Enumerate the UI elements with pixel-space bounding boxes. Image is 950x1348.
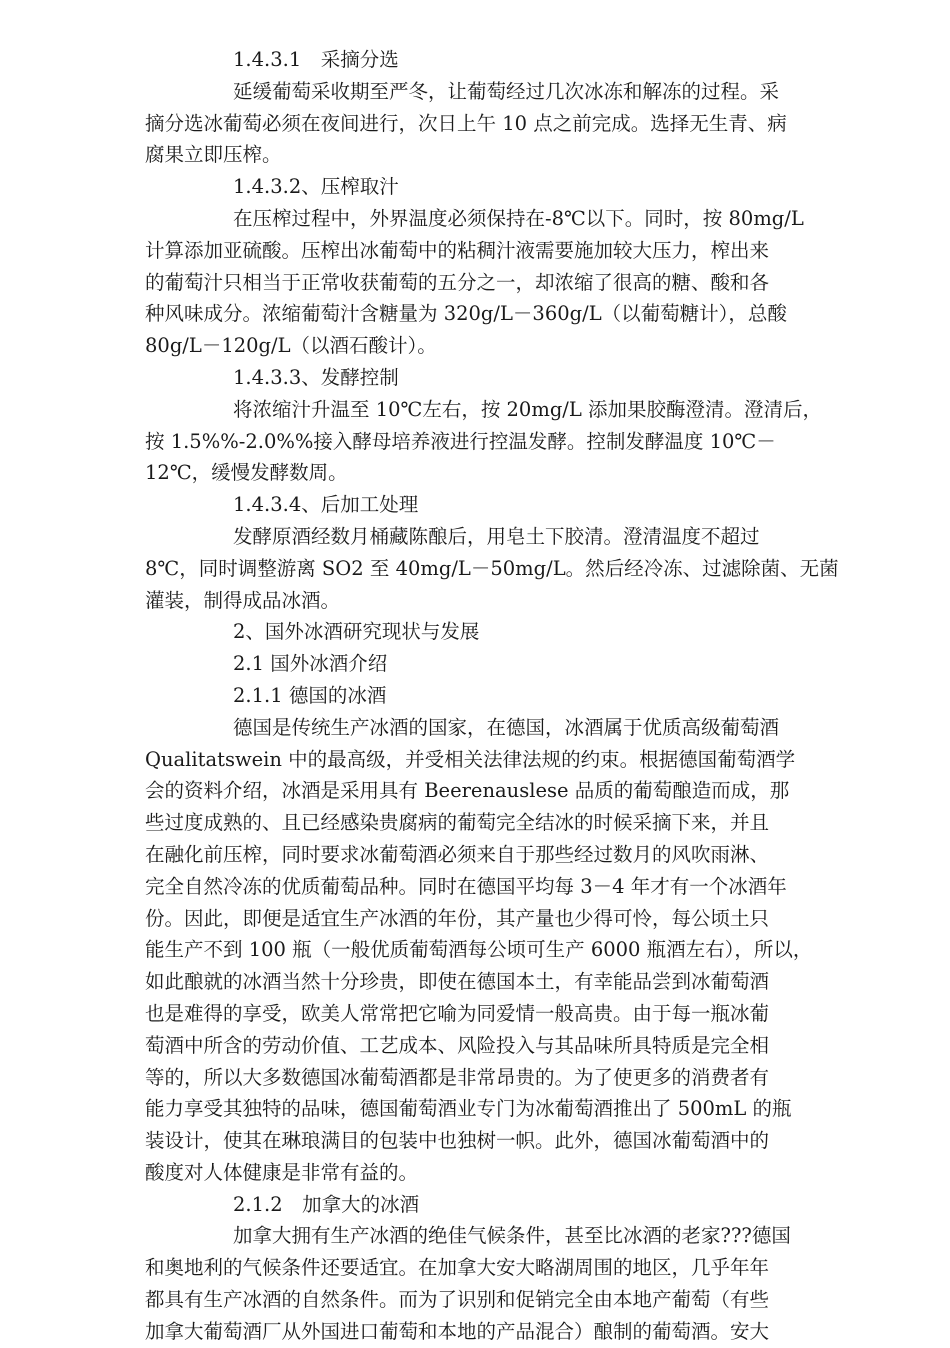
section-heading: 2.1.2 加拿大的冰酒 — [233, 1192, 420, 1216]
paragraph-line: Qualitatswein 中的最高级，并受相关法律法规的约束。根据德国葡萄酒学 — [145, 747, 796, 771]
paragraph-line: 等的，所以大多数德国冰葡萄酒都是非常昂贵的。为了使更多的消费者有 — [145, 1065, 770, 1089]
paragraph-line: 12℃，缓慢发酵数周。 — [145, 461, 348, 485]
paragraph-line: 在融化前压榨，同时要求冰葡萄酒必须来自于那些经过数月的风吹雨淋、 — [145, 842, 770, 866]
section-heading: 1.4.3.2、压榨取汁 — [233, 175, 399, 199]
paragraph-line: 种风味成分。浓缩葡萄汁含糖量为 320g/L－360g/L（以葡萄糖计），总酸 — [145, 302, 787, 326]
paragraph-line: 的葡萄汁只相当于正常收获葡萄的五分之一，却浓缩了很高的糖、酸和各 — [145, 270, 770, 294]
paragraph-line: 德国是传统生产冰酒的国家，在德国，冰酒属于优质高级葡萄酒 — [233, 715, 780, 739]
paragraph-line: 摘分选冰葡萄必须在夜间进行，次日上午 10 点之前完成。选择无生青、病 — [145, 111, 787, 135]
paragraph-line: 加拿大葡萄酒厂从外国进口葡萄和本地的产品混合）酿制的葡萄酒。安大 — [145, 1319, 770, 1343]
document-body — [145, 44, 885, 1348]
section-heading: 1.4.3.3、发酵控制 — [233, 365, 399, 389]
paragraph-line: 份。因此，即便是适宜生产冰酒的年份，其产量也少得可怜，每公顷土只 — [145, 906, 770, 930]
section-heading: 2、国外冰酒研究现状与发展 — [233, 620, 480, 644]
paragraph-line: 酸度对人体健康是非常有益的。 — [145, 1160, 419, 1184]
paragraph-line: 完全自然冷冻的优质葡萄品种。同时在德国平均每 3－4 年才有一个冰酒年 — [145, 874, 787, 898]
paragraph-line: 能生产不到 100 瓶（一般优质葡萄酒每公顷可生产 6000 瓶酒左右），所以， — [145, 938, 813, 962]
paragraph-line: 计算添加亚硫酸。压榨出冰葡萄中的粘稠汁液需要施加较大压力，榨出来 — [145, 238, 770, 262]
paragraph-line: 装设计，使其在琳琅满目的包装中也独树一帜。此外，德国冰葡萄酒中的 — [145, 1129, 770, 1153]
section-heading: 2.1 国外冰酒介绍 — [233, 652, 388, 676]
paragraph-line: 在压榨过程中，外界温度必须保持在-8℃以下。同时，按 80mg/L — [233, 206, 804, 230]
paragraph-line: 腐果立即压榨。 — [145, 143, 282, 167]
paragraph — [145, 712, 885, 1189]
paragraph-line: 萄酒中所含的劳动价值、工艺成本、风险投入与其品味所具特质是完全相 — [145, 1033, 770, 1057]
section-heading: 1.4.3.1 采摘分选 — [233, 48, 399, 71]
paragraph — [145, 203, 885, 362]
paragraph — [145, 521, 885, 616]
section-heading: 2.1.1 德国的冰酒 — [233, 683, 387, 707]
paragraph-line: 发酵原酒经数月桶藏陈酿后，用皂土下胶清。澄清温度不超过 — [233, 524, 760, 548]
paragraph — [145, 394, 885, 489]
paragraph-line: 将浓缩汁升温至 10℃左右，按 20mg/L 添加果胶酶澄清。澄清后， — [233, 397, 823, 421]
paragraph-line: 加拿大拥有生产冰酒的绝佳气候条件，甚至比冰酒的老家???德国 — [233, 1224, 791, 1248]
paragraph-line: 延缓葡萄采收期至严冬，让葡萄经过几次冰冻和解冻的过程。采 — [233, 79, 780, 103]
paragraph — [145, 76, 885, 171]
paragraph-line: 也是难得的享受，欧美人常常把它喻为同爱情一般高贵。由于每一瓶冰葡 — [145, 1001, 770, 1025]
paragraph-line: 会的资料介绍，冰酒是采用具有 Beerenauslese 品质的葡萄酿造而成，那 — [145, 779, 790, 803]
paragraph-line: 能力享受其独特的品味，德国葡萄酒业专门为冰葡萄酒推出了 500mL 的瓶 — [145, 1097, 792, 1121]
section-heading: 1.4.3.4、后加工处理 — [233, 493, 419, 517]
paragraph-line: 按 1.5%%-2.0%%接入酵母培养液进行控温发酵。控制发酵温度 10℃－ — [145, 429, 776, 453]
paragraph-line: 和奥地利的气候条件还要适宜。在加拿大安大略湖周围的地区，几乎年年 — [145, 1256, 770, 1280]
paragraph — [145, 1220, 885, 1347]
paragraph-line: 如此酿就的冰酒当然十分珍贵，即使在德国本土，有幸能品尝到冰葡萄酒 — [145, 970, 770, 994]
paragraph-line: 80g/L－120g/L（以酒石酸计）。 — [145, 334, 437, 358]
paragraph-line: 灌装，制得成品冰酒。 — [145, 588, 341, 612]
paragraph-line: 都具有生产冰酒的自然条件。而为了识别和促销完全由本地产葡萄（有些 — [145, 1288, 770, 1312]
paragraph-line: 些过度成熟的、且已经感染贵腐病的葡萄完全结冰的时候采摘下来，并且 — [145, 811, 770, 835]
paragraph-line: 8℃，同时调整游离 SO2 至 40mg/L－50mg/L。然后经冷冻、过滤除菌、无菌 — [145, 556, 839, 580]
